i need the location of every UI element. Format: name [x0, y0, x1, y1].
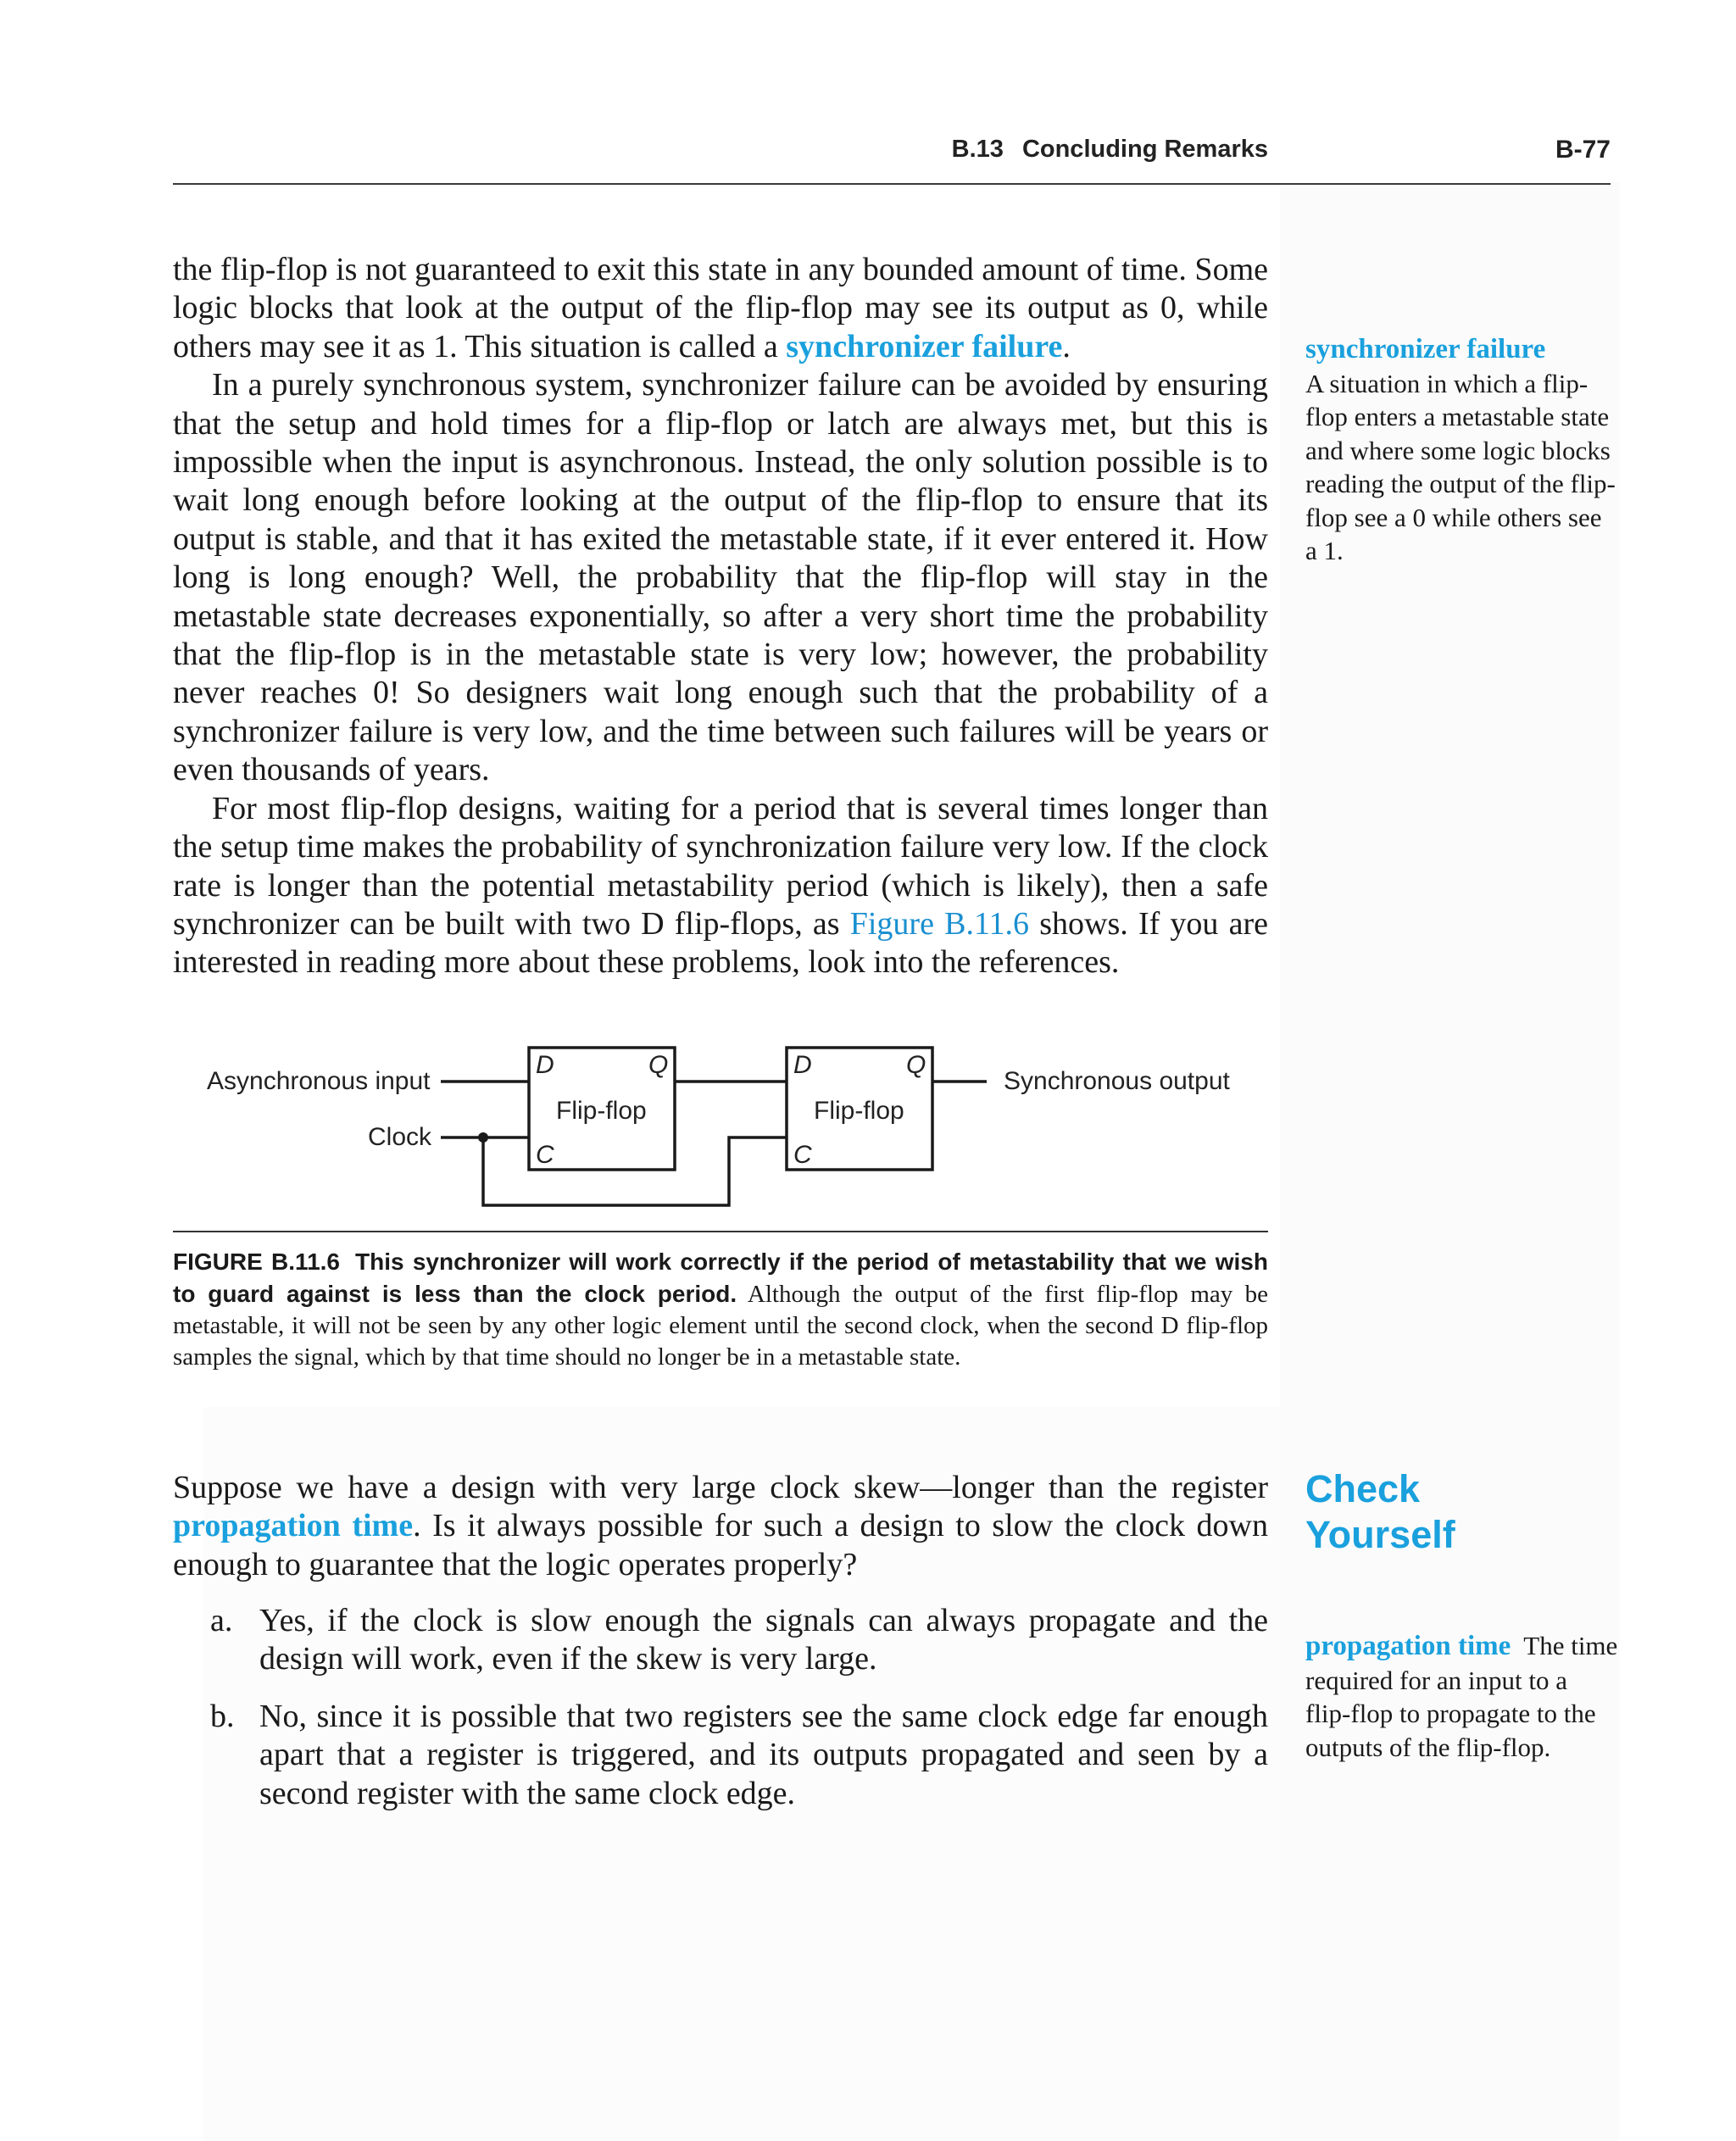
question-text — [173, 1469, 1268, 1584]
ff1-pin-q: Q — [648, 1051, 669, 1079]
section-heading — [952, 136, 1268, 164]
check-yourself-line-1: Check — [1305, 1467, 1421, 1510]
synchronizer-diagram — [173, 1034, 1268, 1229]
paragraph-3-text: For most flip-flop designs, waiting for a period that is several times longer than the setup time makes the probability of synchronization failure very low. If the clock rate is longer than the potential metastability period (which is likely), then a safe synchronizer can be built with two D flip-flops, as — [173, 790, 1268, 942]
figure-reference-link[interactable]: Figure B.11.6 — [849, 905, 1030, 942]
clock-label: Clock — [368, 1123, 432, 1151]
answer-letter: b. — [210, 1698, 235, 1734]
page-number: B-77 — [1555, 136, 1611, 164]
term-synchronizer-failure: synchronizer failure — [786, 328, 1063, 364]
body-text — [173, 251, 1268, 982]
check-yourself-line-2: Yourself — [1305, 1513, 1455, 1556]
ff2-pin-q: Q — [906, 1051, 926, 1079]
figure-caption — [173, 1231, 1268, 1373]
answer-option-b — [173, 1698, 1268, 1813]
check-yourself-question — [173, 1469, 1268, 1584]
answer-list — [173, 1602, 1268, 1832]
sync-output-label: Synchronous output — [1004, 1067, 1230, 1095]
answer-text: No, since it is possible that two registers see the same clock edge far enough apart that a register is triggered, and its outputs propagated and seen by a second register with the same clock edge. — [259, 1698, 1268, 1811]
ff2-label: Flip-flop — [814, 1097, 904, 1125]
glossary-term: synchronizer failure — [1305, 334, 1546, 364]
paragraph-1 — [173, 251, 1268, 366]
section-title: Concluding Remarks — [1021, 136, 1268, 163]
answer-letter: a. — [210, 1603, 233, 1638]
caption-body-text: Although the output of the first flip-flop may be metastable, it will not be seen by any other logic element until the second clock, when the second D flip-flop samples the signal, which by that time should no longer be in a metastable state. — [173, 1281, 1269, 1371]
glossary-term: propagation time — [1305, 1631, 1511, 1661]
question-text-start: Suppose we have a design with very large clock skew—longer than the register — [173, 1470, 1268, 1505]
paragraph-2: In a purely synchronous system, synchronizer failure can be avoided by ensuring that the setup and hold times for a flip-flop or latch are always met, but this is impossible when the input is asynchronous. Instead, the only solution possible is to wait long enough before looking at the output of the flip-flop to ensure that its output is stable, and that it has exited the metastable state, if it ever entered it. How long is long enough? Well, the probability that the flip-flop will stay in the metastable state decreases exponentially, so after a very short time the probability that the flip-flop is in the metastable state is very low; however, the probability never reaches 0! So designers wait long enough such that the probability of a synchronizer failure is very low, and the time between such failures will be years or even thousands of years. — [173, 367, 1268, 788]
question-text-end: . Is it always possible for such a design to slow the clock down enough to guarantee that the logic operates properly? — [173, 1508, 1268, 1582]
glossary-propagation-time — [1305, 1629, 1619, 1764]
async-input-label: Asynchronous input — [207, 1067, 431, 1095]
section-number: B.13 — [951, 136, 1004, 163]
check-yourself-title — [1305, 1466, 1611, 1558]
paragraph-1-text: the flip-flop is not guaranteed to exit this state in any bounded amount of time. Some logic blocks that look at the output of the flip-flop may see its output as 0, while others may see it as 1. This situation is called a — [173, 252, 1268, 364]
caption-figure-id: FIGURE B.11.6 — [173, 1248, 340, 1275]
glossary-definition: A situation in which a flip-flop enters a metastable state and where some logic blocks reading the output of the flip-flop see a 0 while others see a 1. — [1305, 368, 1616, 565]
running-header — [173, 132, 1611, 185]
ff2-pin-c: C — [793, 1141, 812, 1169]
paragraph-3 — [173, 790, 1268, 982]
ff1-pin-d: D — [536, 1051, 554, 1079]
ff1-pin-c: C — [536, 1141, 554, 1169]
clock-junction-dot — [478, 1132, 488, 1143]
glossary-definition: The time required for an input to a flip-flop to propagate to the outputs of the flip-flop. — [1305, 1631, 1618, 1762]
paragraph-1-end: . — [1062, 328, 1071, 364]
answer-option-a — [173, 1602, 1268, 1679]
answer-text: Yes, if the clock is slow enough the signals can always propagate and the design will work, even if the skew is very large. — [259, 1603, 1268, 1677]
term-propagation-time: propagation time — [173, 1508, 414, 1544]
synchronizer-figure — [173, 1034, 1268, 1229]
glossary-synchronizer-failure — [1305, 333, 1619, 568]
ff1-label: Flip-flop — [556, 1097, 647, 1125]
ff2-pin-d: D — [793, 1051, 812, 1079]
paragraph-3-end: shows. If you are interested in reading more about these problems, look into the references. — [173, 905, 1268, 981]
caption-bold-text: This synchronizer will work correctly if the period of metastability that we wish to guard against is less than the clock period. — [173, 1248, 1268, 1307]
